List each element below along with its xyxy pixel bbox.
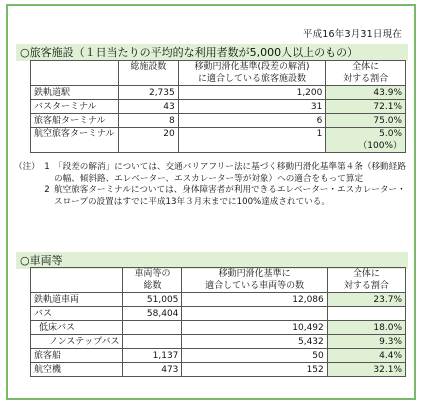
row-compliant: 6 (178, 114, 326, 128)
row-ratio: 23.7% (327, 293, 405, 307)
row-ratio: 4.4% (327, 349, 405, 363)
row-total: 20 (118, 128, 178, 153)
header-ratio-line2: 対する割合 (343, 74, 389, 84)
header-ratio-line1: 全体に (352, 269, 380, 279)
footnote-text: 「段差の解消」については、交通バリアフリー法に基づく移動円滑化基準第４条（移動経路の幅、傾斜路、エレベーター、エスカレーター等が対象）への適合をもって算定 (54, 162, 406, 184)
row-name: ノンステップバス (31, 335, 123, 349)
table-header-row (31, 61, 406, 86)
table-row (31, 114, 406, 128)
as-of-date: 平成16年3月31日現在 (302, 29, 402, 40)
row-compliant: 10,492 (182, 321, 327, 335)
table-row (31, 307, 406, 321)
row-compliant: 50 (182, 349, 327, 363)
row-ratio-value: 5.0% (379, 129, 402, 139)
header-total-line2: 総数 (143, 281, 162, 291)
header-blank (31, 268, 123, 293)
row-total: 2,735 (118, 86, 178, 100)
row-total: 43 (118, 100, 178, 114)
header-compliant-line1: 移動円滑化基準(段差の解消) (194, 62, 310, 72)
row-total: 1,137 (123, 349, 182, 363)
header-total-line1: 車両等の (134, 269, 171, 279)
row-name: 旅客船ターミナル (31, 114, 119, 128)
header-ratio-line2: 対する割合 (343, 281, 389, 291)
header-ratio-line1: 全体に (352, 62, 380, 72)
row-total: 8 (118, 114, 178, 128)
footnote-label: （注） (14, 162, 40, 172)
footnote-1 (14, 162, 410, 185)
footnotes (14, 162, 410, 208)
table-row (31, 128, 406, 153)
row-name: 航空旅客ターミナル (31, 128, 119, 153)
header-total (123, 268, 182, 293)
row-name: 旅客船 (31, 349, 123, 363)
row-ratio-note: （100%） (358, 141, 402, 151)
header-compliant (178, 61, 326, 86)
row-ratio (326, 128, 406, 153)
header-compliant-line2: に適合している旅客施設数 (198, 74, 307, 84)
row-ratio: 43.9% (326, 86, 406, 100)
row-compliant: 1,200 (178, 86, 326, 100)
table-row (31, 349, 406, 363)
section-title-vehicles: ○車両等 (16, 252, 408, 269)
row-compliant: 1 (178, 128, 326, 153)
table-row (31, 100, 406, 114)
row-ratio: 72.1% (326, 100, 406, 114)
table-header-row (31, 268, 406, 293)
row-compliant: 12,086 (182, 293, 327, 307)
table-row (31, 363, 406, 377)
header-compliant-line1: 移動円滑化基準に (218, 269, 291, 279)
row-ratio: 75.0% (326, 114, 406, 128)
header-total-label: 総施設数 (130, 62, 167, 72)
row-ratio: 32.1% (327, 363, 405, 377)
row-name: バスターミナル (31, 100, 119, 114)
header-ratio (326, 61, 406, 86)
row-name: 鉄軌道車両 (31, 293, 123, 307)
row-compliant (182, 307, 327, 321)
table-row (31, 321, 406, 335)
row-total: 473 (123, 363, 182, 377)
table-row (31, 293, 406, 307)
row-total (123, 335, 182, 349)
vehicles-table (30, 267, 406, 377)
footnote-spacer (14, 185, 40, 208)
facilities-table (30, 60, 406, 153)
table-row (31, 86, 406, 100)
row-name: 低床バス (31, 321, 123, 335)
header-total (118, 61, 178, 86)
footnote-2 (14, 185, 410, 208)
row-total: 51,005 (123, 293, 182, 307)
table-row (31, 335, 406, 349)
row-ratio: 9.3% (327, 335, 405, 349)
header-blank (31, 61, 119, 86)
footnote-number: 1 (44, 162, 50, 172)
row-name: バス (31, 307, 123, 321)
row-compliant: 31 (178, 100, 326, 114)
footnote-text: 航空旅客ターミナルについては、身体障害者が利用できるエレベーター・エスカレーター・スロープの設置はすでに平成13年３月末までに100%達成されている。 (54, 185, 406, 207)
row-ratio: 18.0% (327, 321, 405, 335)
row-total: 58,404 (123, 307, 182, 321)
header-ratio (327, 268, 405, 293)
row-compliant: 5,432 (182, 335, 327, 349)
section-title-facilities: ○旅客施設（１日当たりの平均的な利用者数が5,000人以上のもの） (16, 44, 408, 61)
row-name: 航空機 (31, 363, 123, 377)
header-compliant-line2: 適合している車両等の数 (205, 281, 305, 291)
row-ratio (327, 307, 405, 321)
footnote-number: 2 (44, 185, 50, 196)
row-name: 鉄軌道駅 (31, 86, 119, 100)
row-compliant: 152 (182, 363, 327, 377)
header-compliant (182, 268, 327, 293)
row-total (123, 321, 182, 335)
